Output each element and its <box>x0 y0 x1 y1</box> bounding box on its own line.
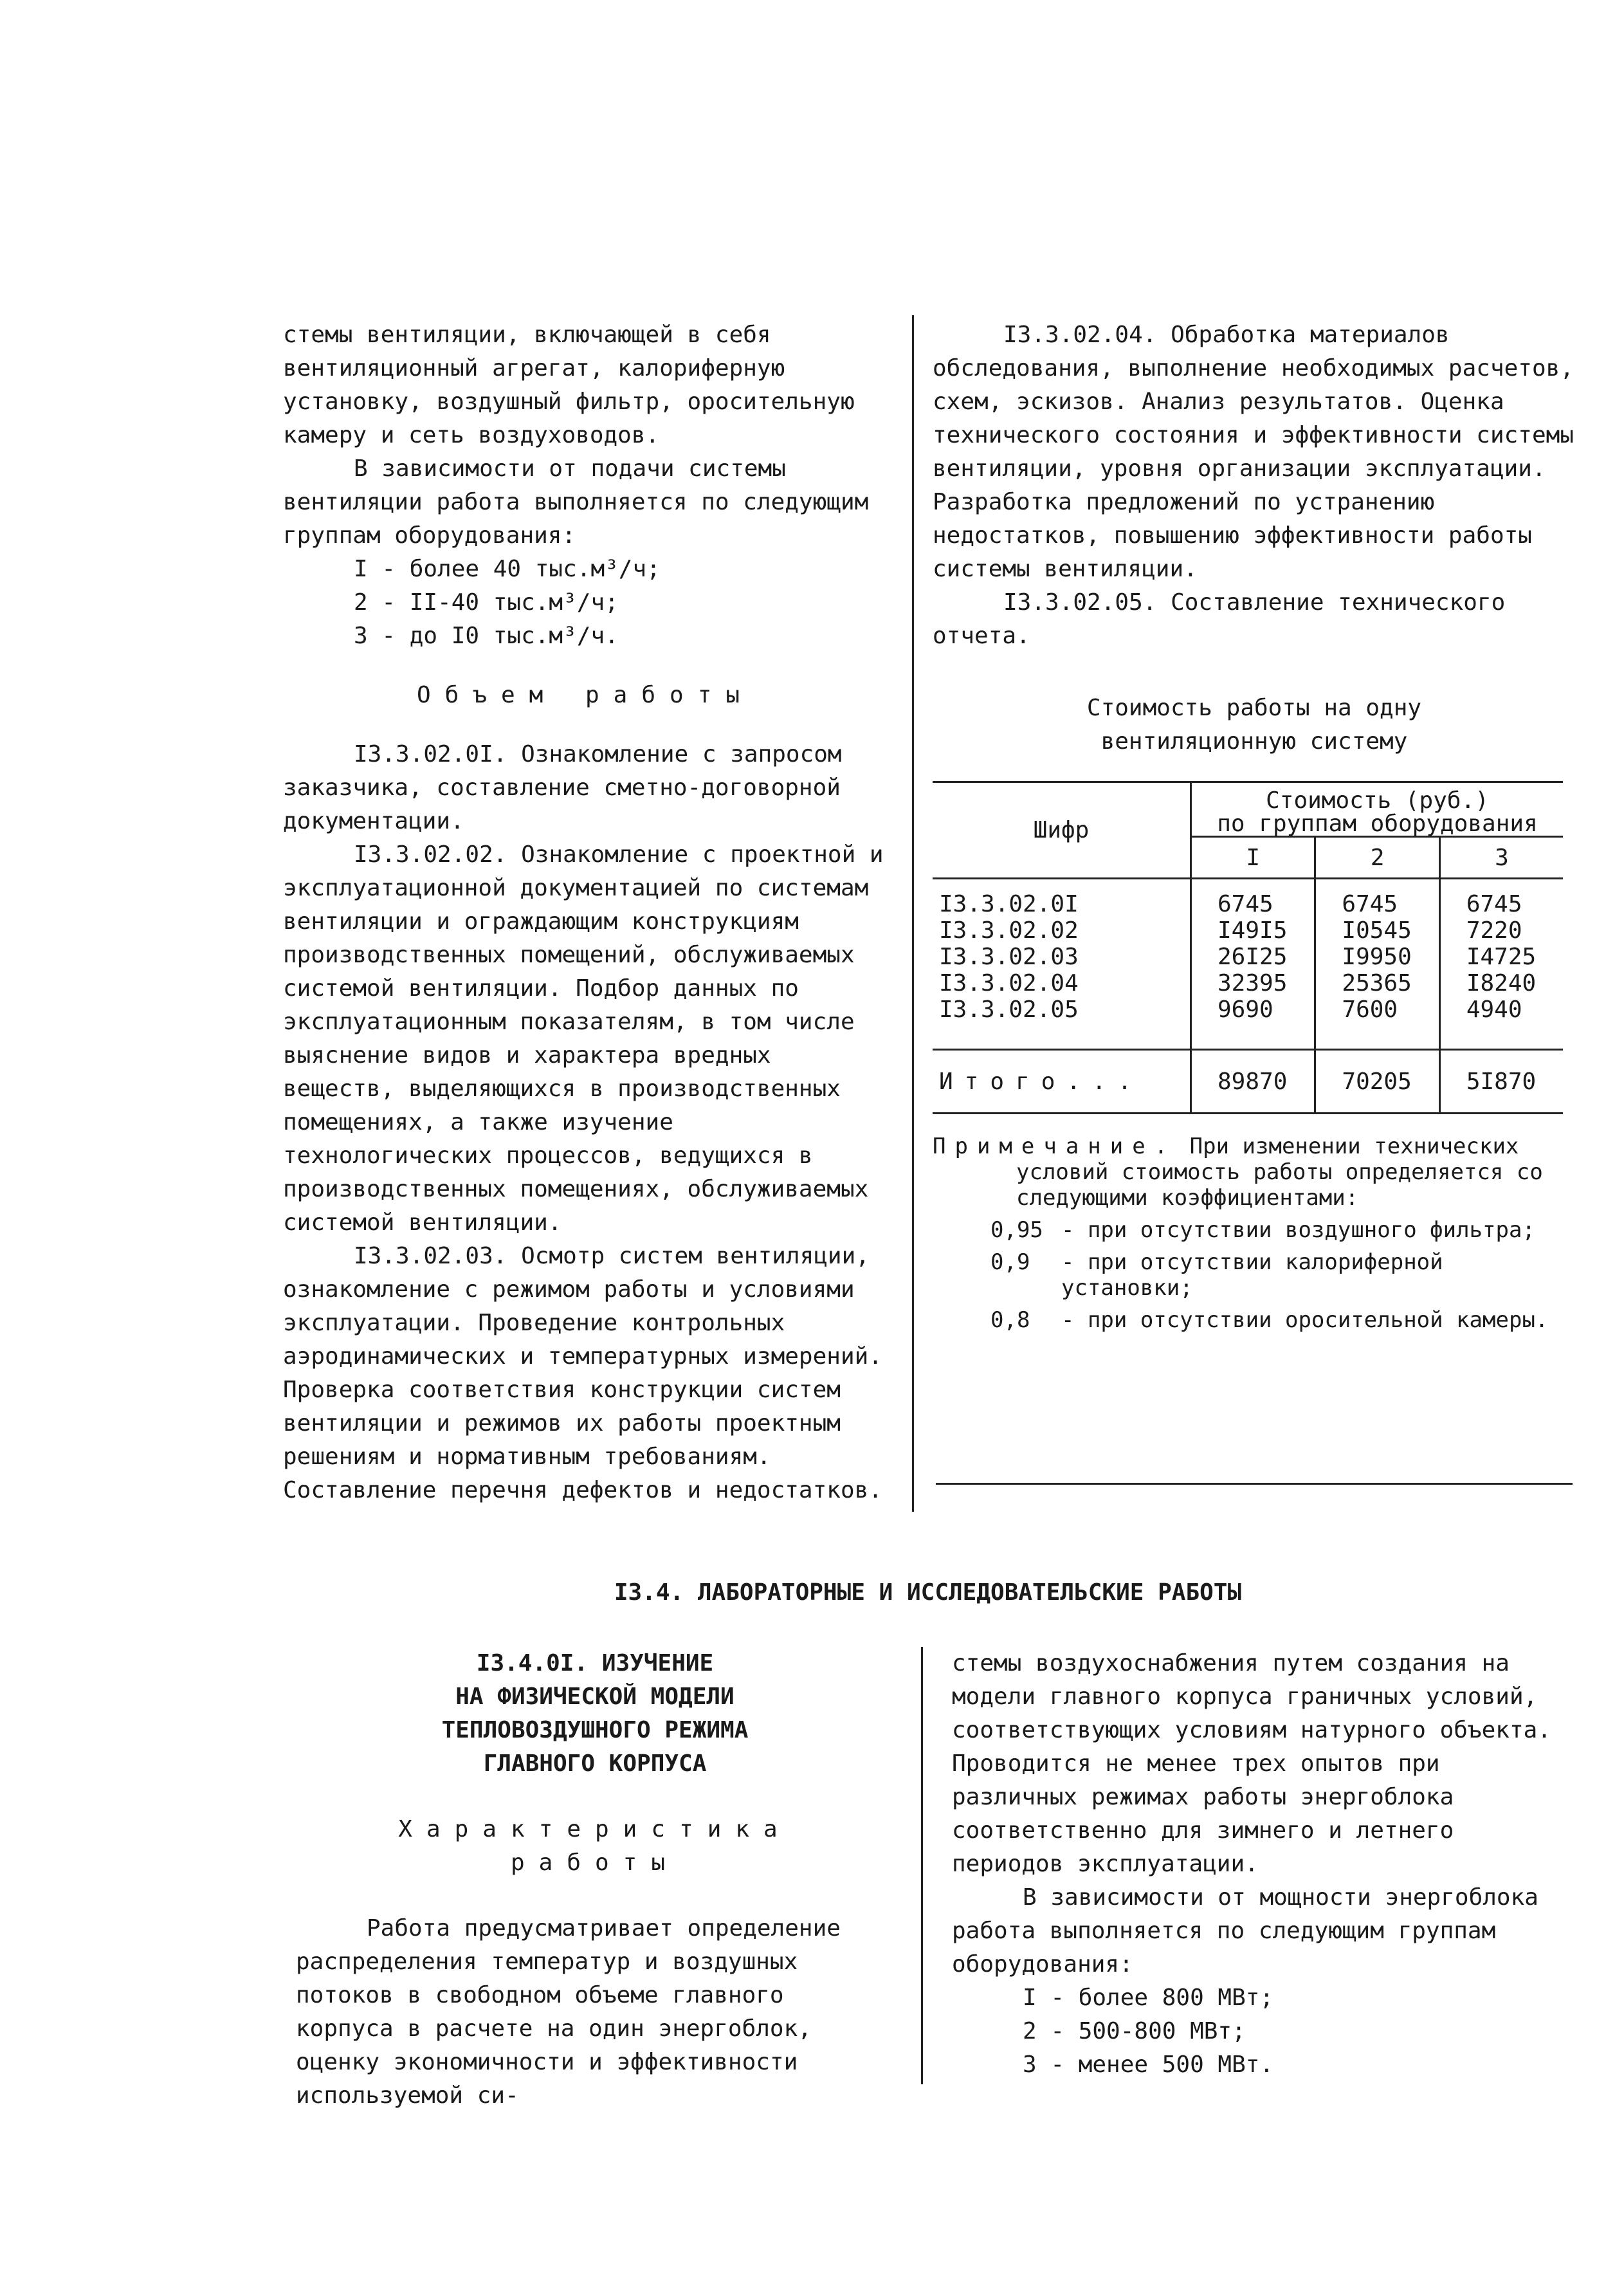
row-g2: 6745 <box>1315 879 1439 918</box>
group-item: I - более 40 тыс.м³/ч; <box>354 556 661 582</box>
cost-table <box>933 781 1563 1114</box>
description-left: Работа предусматривает определение распределения температур и воздушных потоков в свободном объеме главного корпуса в расчете на один энергоблок, оценку экономичности и эффективности используемой си- <box>296 1915 855 2109</box>
table-row <box>933 944 1563 970</box>
row-g3: 6745 <box>1466 891 1522 917</box>
note-bottom-rule <box>936 1483 1573 1485</box>
row-g1: 26I25 <box>1191 944 1315 970</box>
item-04: I3.3.02.04. Обработка материалов обследования, выполнение необходимых расчетов, схем, эскизов. Анализ результатов. Оценка технического состояния и эффективности системы вентиляции, уровня организации эксплуатации. Разработка предложений по устранению недостатков, повышению эффективности работы системы вентиляции. <box>933 322 1588 582</box>
table-row <box>933 879 1563 918</box>
table-title-line: Стоимость работы на одну <box>1086 695 1422 721</box>
section-title-block <box>283 1576 1573 1610</box>
table-row <box>933 917 1563 944</box>
coeff-value: 0,95 <box>990 1217 1043 1243</box>
table-header-row <box>933 782 1563 837</box>
row-code: I3.3.02.04 <box>933 970 1191 996</box>
row-g2: I9950 <box>1315 944 1439 970</box>
intro-paragraph: стемы вентиляции, включающей в себя вентиляционный агрегат, калориферную установку, воздушный фильтр, оросительную камеру и сеть воздуховодов. <box>283 322 869 448</box>
coeff-text: - при отсутствии оросительной камеры. <box>1061 1307 1549 1333</box>
coeff-row <box>933 1217 1576 1243</box>
header-group: I <box>1191 837 1315 879</box>
characteristics-heading <box>296 1813 894 1880</box>
coeff-row <box>933 1307 1576 1333</box>
item-02: I3.3.02.02. Ознакомление с проектной и эксплуатационной документацией по системам вентиляции и ограждающим конструкциям производственных помещений, обслуживаемых системой вентиляции. Подбор данных по эксплуатационным показателям, в том числе выяснение видов и характера вредных веществ, выделяющихся в производственных помещениях, а также изучение технологических процессов, ведущихся в производственных помещениях, обслуживаемых системой вентиляции. <box>283 841 898 1236</box>
row-g1: 9690 <box>1191 996 1315 1050</box>
row-g3: 7220 <box>1466 917 1522 944</box>
header-cost-line: по группам оборудования <box>1217 811 1538 837</box>
coeff-value: 0,8 <box>990 1307 1030 1333</box>
coeff-value: 0,9 <box>990 1249 1030 1275</box>
row-code: I3.3.02.05 <box>933 996 1191 1050</box>
right-column <box>933 318 1588 1333</box>
table-row <box>933 996 1563 1050</box>
row-g1: 6745 <box>1191 879 1315 918</box>
power-group-item: I - более 800 МВт; <box>1023 1985 1274 2011</box>
left-column <box>283 318 898 1507</box>
subsection-title-line: НА ФИЗИЧЕСКОЙ МОДЕЛИ <box>455 1684 734 1710</box>
table-total-row <box>933 1050 1563 1114</box>
power-group-item: 3 - менее 500 МВт. <box>1023 2051 1274 2078</box>
lower-left-column <box>296 1647 894 2113</box>
item-03: I3.3.02.03. Осмотр систем вентиляции, ознакомление с режимом работы и условиями эксплуатации. Проведение контрольных аэродинамических и температурных измерений. Проверка соответствия конструкции систем вентиляции и режимов их работы проектным решениям и нормативным требованиям. Составление перечня дефектов и недостатков. <box>283 1243 897 1503</box>
note-body: При изменении технических условий стоимость работы определяется со следующими коэффициентами: <box>1016 1133 1543 1211</box>
header-group: 3 <box>1439 837 1563 879</box>
row-g2: I0545 <box>1315 917 1439 944</box>
column-divider-bottom <box>921 1647 923 2084</box>
group-item: 3 - до I0 тыс.м³/ч. <box>354 623 619 649</box>
header-cost <box>1191 782 1564 837</box>
header-code: Шифр <box>933 782 1191 879</box>
total-label: Итого... <box>933 1050 1191 1114</box>
groups-list <box>283 553 888 653</box>
power-groups-list <box>952 1981 1573 2082</box>
table-row <box>933 970 1563 996</box>
coeff-row <box>933 1249 1576 1301</box>
volume-heading: Объем работы <box>416 682 754 708</box>
table-title-line: вентиляционную систему <box>1100 728 1408 755</box>
item-01: I3.3.02.0I. Ознакомление с запросом заказчика, составление сметно-договорной документации. <box>283 741 856 834</box>
row-g2: 25365 <box>1315 970 1439 996</box>
subsection-title <box>296 1647 894 1781</box>
row-code: I3.3.02.0I <box>933 879 1191 918</box>
column-divider-top <box>912 315 914 1512</box>
groups-intro: В зависимости от подачи системы вентиляции работа выполняется по следующим группам оборудования: <box>283 455 882 549</box>
row-g2: 7600 <box>1315 996 1439 1050</box>
row-code: I3.3.02.02 <box>933 917 1191 944</box>
description-right: стемы воздухоснабжения путем создания на модели главного корпуса граничных условий, соответствующих условиям натурного объекта. Проводится не менее трех опытов при различных режимах работы энергоблока соответственно для зимнего и летнего периодов эксплуатации. <box>952 1650 1565 1877</box>
total-g3: 5I870 <box>1439 1050 1563 1114</box>
row-g3: 4940 <box>1466 996 1522 1023</box>
section-title: I3.4. ЛАБОРАТОРНЫЕ И ИССЛЕДОВАТЕЛЬСКИЕ РАБОТЫ <box>614 1579 1242 1606</box>
table-note <box>933 1133 1576 1333</box>
coeff-text: - при отсутствии воздушного фильтра; <box>1061 1217 1535 1243</box>
row-g3: I4725 <box>1466 944 1537 970</box>
subsection-title-line: ТЕПЛОВОЗДУШНОГО РЕЖИМА <box>441 1717 749 1743</box>
row-g3: I8240 <box>1466 970 1537 996</box>
row-g1: 32395 <box>1191 970 1315 996</box>
characteristics-heading-line: Характеристика <box>398 1816 792 1842</box>
header-cost-line: Стоимость (руб.) <box>1266 787 1489 814</box>
subsection-title-line: ГЛАВНОГО КОРПУСА <box>483 1750 707 1777</box>
coeff-text: - при отсутствии калориферной установки; <box>1061 1249 1443 1301</box>
row-g1: I49I5 <box>1191 917 1315 944</box>
table-title <box>933 692 1576 758</box>
power-groups-intro: В зависимости от мощности энергоблока работа выполняется по следующим группам оборудования: <box>952 1884 1553 1978</box>
subsection-title-line: I3.4.0I. ИЗУЧЕНИЕ <box>476 1650 714 1676</box>
row-code: I3.3.02.03 <box>933 944 1191 970</box>
group-item: 2 - II-40 тыс.м³/ч; <box>354 589 619 616</box>
note-text <box>933 1133 1576 1211</box>
power-group-item: 2 - 500-800 МВт; <box>1023 2018 1246 2044</box>
total-g1: 89870 <box>1191 1050 1315 1114</box>
total-g2: 70205 <box>1315 1050 1439 1114</box>
lower-right-column <box>952 1647 1573 2082</box>
characteristics-heading-line: работы <box>510 1849 680 1876</box>
item-05: I3.3.02.05. Составление технического отчета. <box>933 589 1519 649</box>
header-group: 2 <box>1315 837 1439 879</box>
note-head: Примечание. <box>933 1133 1177 1159</box>
